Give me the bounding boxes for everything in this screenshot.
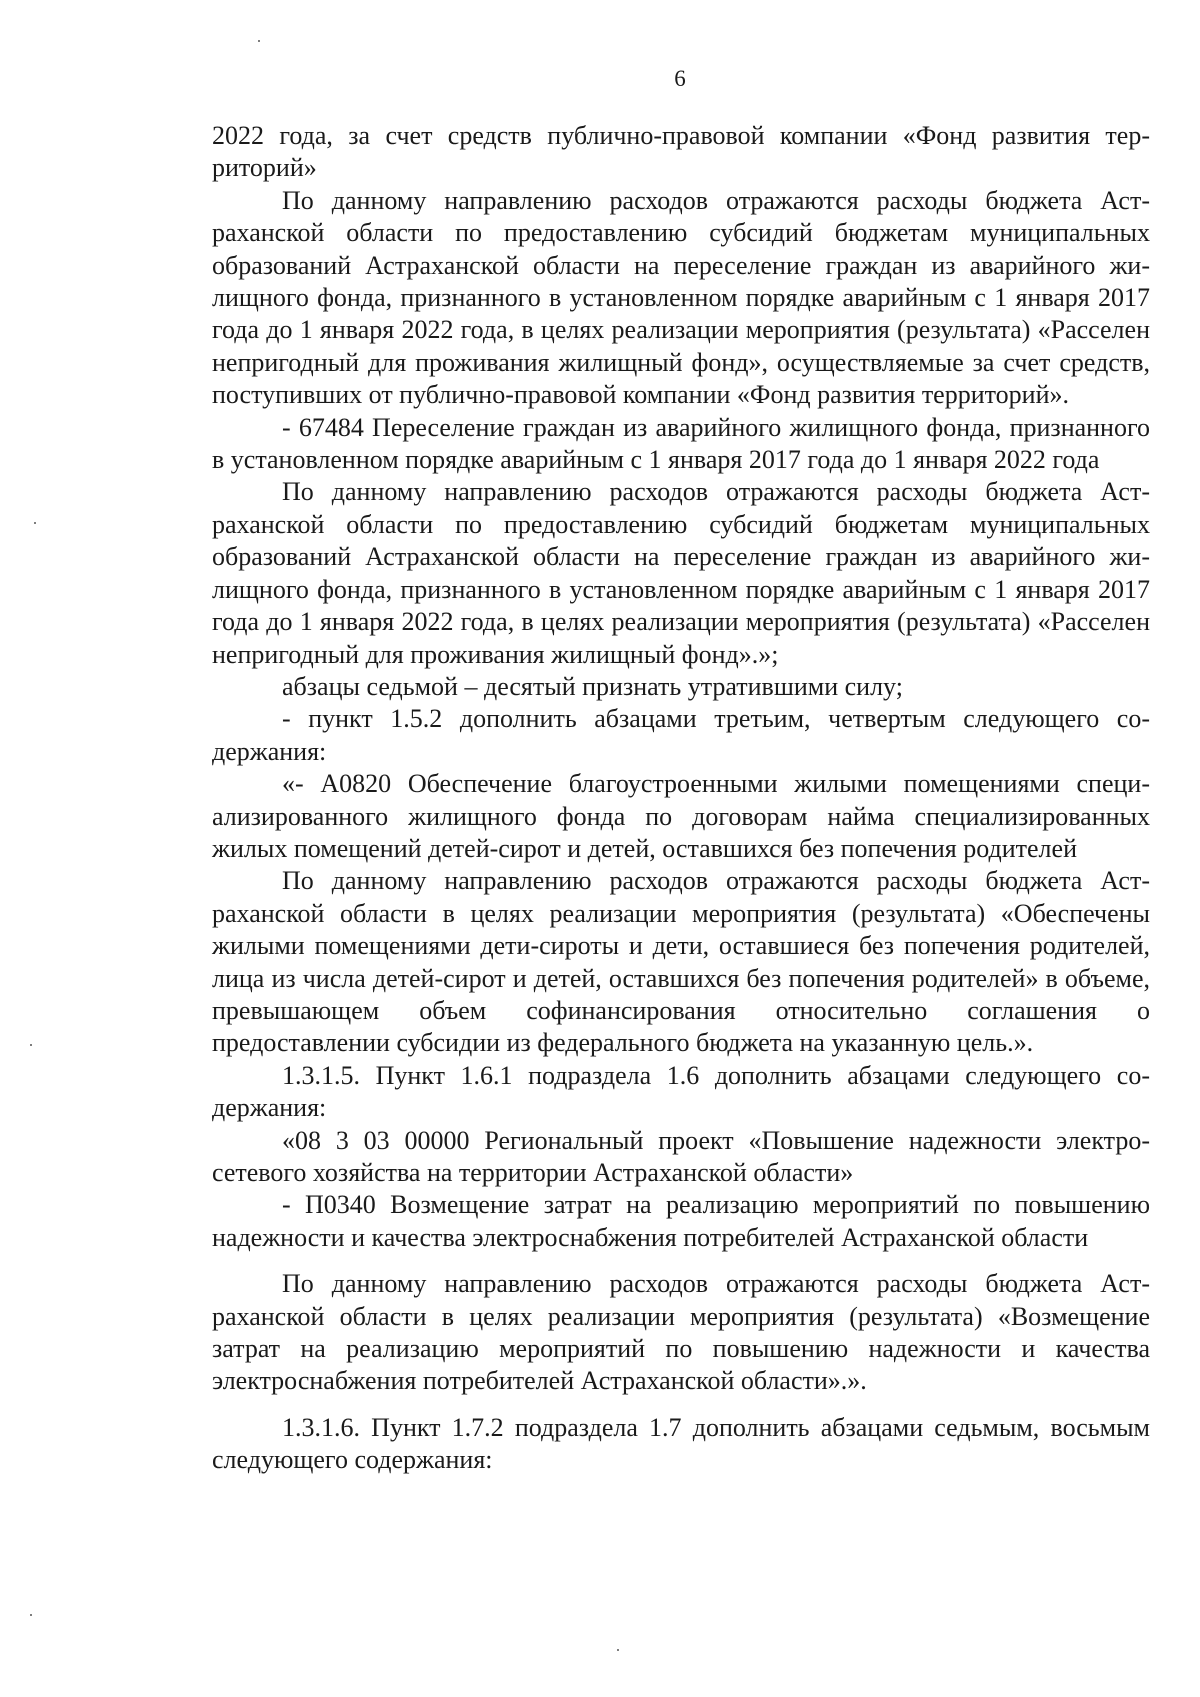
page-number: 6 [674,66,686,91]
paragraph: 1.3.1.5. Пункт 1.6.1 подраздела 1.6 дополнить абзацами следующего содержания: [212,1060,1150,1123]
paragraph: По данному направлению расходов отражаются расходы бюджета Астраханской области по предоставлению субсидий бюджетам муниципальных образований Астраханской области на переселение граждан из аварийного жилищного фонда, признанного в установленном порядке аварийным с 1 января 2017 года до 1 января 2022 года, в целях реализации мероприятия (результата) «Расселен непригодный для проживания жилищный фонд».»; [212,477,1150,669]
scan-speck [258,40,260,42]
paragraph: 1.3.1.6. Пункт 1.7.2 подраздела 1.7 дополнить абзацами седьмым, восьмым следующего содержания: [212,1412,1150,1475]
document-body [212,120,1150,1477]
paragraph: По данному направлению расходов отражаются расходы бюджета Астраханской области в целях реализации мероприятия (результата) «Возмещение затрат на реализацию мероприятий по повышению надежности и качества электроснабжения потребителей Астраханской области».». [212,1269,1150,1396]
paragraph-continuation: 2022 года, за счет средств публично-правовой компании «Фонд развития территорий» [212,121,1150,183]
scan-speck [34,522,36,524]
paragraph: - пункт 1.5.2 дополнить абзацами третьим, четвертым следующего содержания: [212,704,1150,766]
paragraph: По данному направлению расходов отражаются расходы бюджета Астраханской области по предоставлению субсидий бюджетам муниципальных образований Астраханской области на переселение граждан из аварийного жилищного фонда, признанного в установленном порядке аварийным с 1 января 2017 года до 1 января 2022 года, в целях реализации мероприятия (результата) «Расселен непригодный для проживания жилищный фонд», осуществляемые за счет средств, поступивших от публично-правовой компании «Фонд развития территорий». [212,185,1150,410]
scan-speck [30,1044,32,1046]
paragraph: - 67484 Переселение граждан из аварийного жилищного фонда, признанного в установленном порядке аварийным с 1 января 2017 года до 1 января 2022 года [212,412,1150,475]
paragraph: «- А0820 Обеспечение благоустроенными жилыми помещениями специализированного жилищного фонда по договорам найма специализированных жилых помещений детей-сирот и детей, оставшихся без попечения родителей [212,769,1150,863]
scan-speck [30,1614,32,1616]
paragraph: По данному направлению расходов отражаются расходы бюджета Астраханской области в целях реализации мероприятия (результата) «Обеспечены жилыми помещениями дети-сироты и дети, оставшиеся без попечения родителей, лица из числа детей-сирот и детей, оставшихся без попечения родителей» в объеме, превышающем объем софинансирования относительно соглашения о предоставлении субсидии из федерального бюджета на указанную цель.». [212,866,1150,1058]
paragraph: - П0340 Возмещение затрат на реализацию мероприятий по повышению надежности и качества электроснабжения потребителей Астраханской области [212,1190,1150,1252]
paragraph: абзацы седьмой – десятый признать утратившими силу; [282,671,903,701]
paragraph: «08 3 03 00000 Региональный проект «Повышение надежности электросетевого хозяйства на территории Астраханской области» [212,1125,1150,1187]
scan-speck [617,1649,619,1651]
